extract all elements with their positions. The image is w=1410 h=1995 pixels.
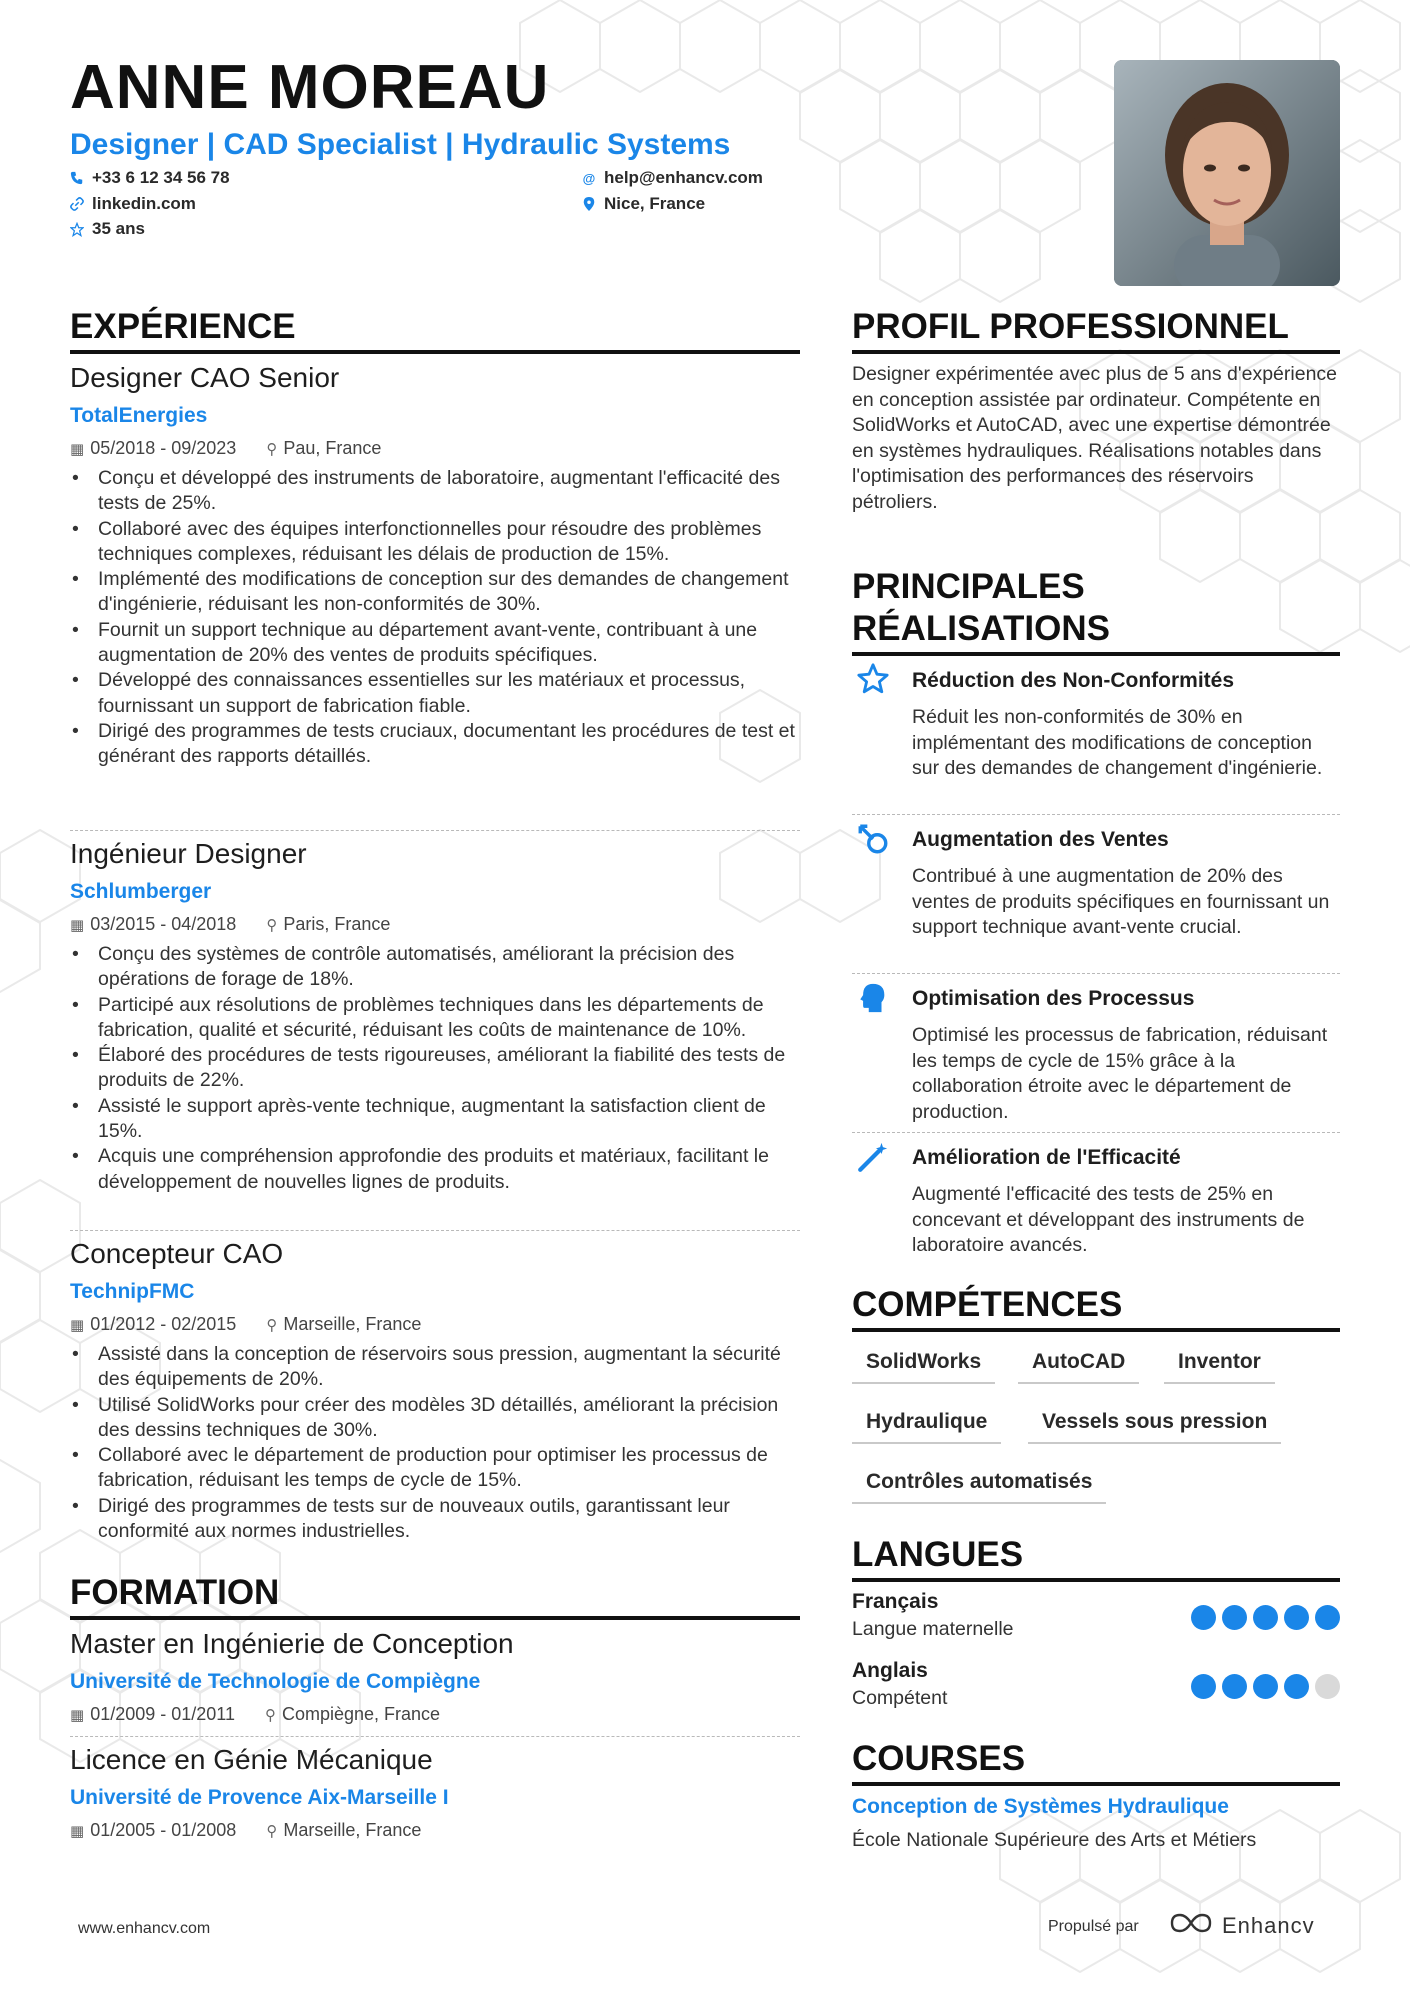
job-dates: 05/2018 - 09/2023 — [90, 438, 237, 458]
footer-powered-by: Propulsé par — [1048, 1918, 1139, 1935]
achievement-title: Réduction des Non-Conformités — [912, 669, 1235, 692]
job-company: TotalEnergies — [70, 404, 208, 427]
head-icon — [856, 981, 892, 1017]
rating-dot — [1191, 1605, 1216, 1630]
age-text: 35 ans — [92, 219, 145, 238]
contact-email[interactable] — [582, 168, 763, 188]
education-meta — [70, 1820, 421, 1841]
bullet-item: • Acquis une compréhension approfondie des produits et matériaux, facilitant le développement de nouvelles lignes de produits. — [70, 1144, 800, 1195]
job-location: Pau, France — [283, 438, 382, 458]
language-rating — [1191, 1605, 1340, 1630]
language-name: Français — [852, 1590, 939, 1613]
skill-tag: SolidWorks — [852, 1350, 995, 1384]
achievement-text: Augmenté l'efficacité des tests de 25% en concevant et développant des instruments de laboratoire avancés. — [912, 1183, 1305, 1256]
section-experience-heading: EXPÉRIENCE — [70, 306, 800, 354]
bullet-item: • Développé des connaissances essentielles sur les matériaux et processus, fournissant un support de fabrication fiable. — [70, 668, 800, 719]
bullet-item: • Collaboré avec des équipes interfonctionnelles pour résoudre des problèmes techniques complexes, réduisant les délais de production de 15%. — [70, 517, 800, 568]
rating-dot — [1315, 1674, 1340, 1699]
language-rating — [1191, 1674, 1340, 1699]
location-pin-icon: ⚲ — [266, 441, 278, 458]
bullet-item: • Implémenté des modifications de conception sur des demandes de changement d'ingénierie, réduisant les non-conformités de 30%. — [70, 567, 800, 618]
section-languages-heading: LANGUES — [852, 1534, 1340, 1582]
degree-title: Master en Ingénierie de Conception — [70, 1628, 514, 1659]
job-company: TechnipFMC — [70, 1280, 195, 1303]
education-dates: 01/2009 - 01/2011 — [90, 1704, 235, 1724]
rating-dot — [1315, 1605, 1340, 1630]
calendar-icon: ▦ — [70, 917, 85, 934]
link-icon — [70, 197, 84, 211]
location-pin-icon: ⚲ — [266, 1317, 278, 1334]
rating-dot — [1191, 1674, 1216, 1699]
bullet-item: • Élaboré des procédures de tests rigoureuses, améliorant la fiabilité des tests de produits de 22%. — [70, 1043, 800, 1094]
rating-dot — [1222, 1674, 1247, 1699]
course-school: École Nationale Supérieure des Arts et Métiers — [852, 1829, 1257, 1851]
linkedin-text: linkedin.com — [92, 194, 196, 213]
email-icon: @ — [582, 170, 596, 186]
divider — [852, 814, 1340, 815]
star-icon — [70, 222, 84, 236]
achievement-text: Optimisé les processus de fabrication, réduisant les temps de cycle de 15% grâce à la collaboration étroite avec le département de production. — [912, 1024, 1328, 1123]
job-meta — [70, 438, 381, 459]
location-pin-icon: ⚲ — [266, 917, 278, 934]
magic-wand-icon — [856, 1140, 892, 1176]
location-icon — [582, 197, 596, 211]
job-meta — [70, 914, 390, 935]
section-courses-heading: COURSES — [852, 1738, 1340, 1786]
rating-dot — [1284, 1674, 1309, 1699]
divider — [70, 830, 800, 831]
divider — [70, 1736, 800, 1737]
job-title: Designer CAO Senior — [70, 362, 340, 393]
bullet-item: • Fournit un support technique au département avant-vente, contribuant à une augmentation de 20% des ventes de produits spécifiques. — [70, 618, 800, 669]
achievement-text: Contribué à une augmentation de 20% des ventes de produits spécifiques en fournissant un support technique avant-vente crucial. — [912, 865, 1330, 938]
job-title: Ingénieur Designer — [70, 838, 307, 869]
education-location: Marseille, France — [283, 1820, 422, 1840]
enhancv-logo-icon — [1168, 1911, 1214, 1941]
calendar-icon: ▦ — [70, 441, 85, 458]
divider — [70, 1230, 800, 1231]
education-dates: 01/2005 - 01/2008 — [90, 1820, 237, 1840]
job-title: Concepteur CAO — [70, 1238, 284, 1269]
location-pin-icon: ⚲ — [266, 1823, 278, 1840]
location-pin-icon: ⚲ — [264, 1707, 276, 1724]
skill-tag: Vessels sous pression — [1028, 1410, 1281, 1444]
profile-summary: Designer expérimentée avec plus de 5 ans d'expérience en conception assistée par ordinateur. Compétente en SolidWorks et AutoCAD, avec une expertise démontrée en systèmes hydrauliques. Réalisations notables dans l'optimisation des performances des réservoirs pétroliers. — [852, 363, 1338, 513]
education-location: Compiègne, France — [281, 1704, 441, 1724]
phone-text: +33 6 12 34 56 78 — [92, 168, 230, 187]
skill-tag: Inventor — [1164, 1350, 1275, 1384]
job-company: Schlumberger — [70, 880, 212, 903]
job-bullets — [70, 1342, 800, 1544]
course-title: Conception de Systèmes Hydraulique — [852, 1795, 1229, 1818]
skill-tag: AutoCAD — [1018, 1350, 1139, 1384]
location-text: Nice, France — [604, 194, 706, 213]
language-level: Langue maternelle — [852, 1618, 1014, 1640]
bullet-item: • Assisté dans la conception de réservoirs sous pression, augmentant la sécurité des équipements de 20%. — [70, 1342, 800, 1393]
bullet-item: • Collaboré avec le département de production pour optimiser les processus de fabrication, réduisant les temps de cycle de 15%. — [70, 1443, 800, 1494]
job-location: Paris, France — [283, 914, 391, 934]
candidate-name: ANNE MOREAU — [70, 53, 550, 122]
school-name: Université de Provence Aix-Marseille I — [70, 1786, 449, 1809]
school-name: Université de Technologie de Compiègne — [70, 1670, 481, 1693]
language-name: Anglais — [852, 1659, 928, 1682]
calendar-icon: ▦ — [70, 1317, 85, 1334]
section-achievements-heading: PRINCIPALES RÉALISATIONS — [852, 566, 1340, 656]
calendar-icon: ▦ — [70, 1823, 85, 1840]
job-bullets — [70, 466, 800, 770]
phone-icon — [70, 171, 84, 185]
bullet-item: • Dirigé des programmes de tests sur de nouveaux outils, garantissant leur conformité aux normes industrielles. — [70, 1494, 800, 1545]
rating-dot — [1284, 1605, 1309, 1630]
section-skills-heading: COMPÉTENCES — [852, 1284, 1340, 1332]
job-meta — [70, 1314, 421, 1335]
divider — [852, 973, 1340, 974]
contact-phone[interactable] — [70, 168, 230, 188]
footer-brand[interactable] — [1168, 1911, 1315, 1941]
degree-title: Licence en Génie Mécanique — [70, 1744, 433, 1775]
bullet-item: • Conçu et développé des instruments de laboratoire, augmentant l'efficacité des tests de 25%. — [70, 466, 800, 517]
job-bullets — [70, 942, 800, 1195]
rating-dot — [1222, 1605, 1247, 1630]
contact-age — [70, 219, 145, 239]
star-icon — [856, 662, 892, 698]
bullet-item: • Assisté le support après-vente technique, augmentant la satisfaction client de 15%. — [70, 1094, 800, 1145]
bullet-item: • Dirigé des programmes de tests cruciaux, documentant les procédures de test et générant des rapports détaillés. — [70, 719, 800, 770]
job-dates: 01/2012 - 02/2015 — [90, 1314, 237, 1334]
divider — [852, 1132, 1340, 1133]
profile-photo — [1114, 60, 1340, 286]
bullet-item: • Utilisé SolidWorks pour créer des modèles 3D détaillés, améliorant la précision des dessins techniques de 30%. — [70, 1393, 800, 1444]
language-level: Compétent — [852, 1687, 948, 1709]
section-profile-heading: PROFIL PROFESSIONNEL — [852, 306, 1340, 354]
email-text: help@enhancv.com — [604, 168, 763, 187]
contact-linkedin[interactable] — [70, 194, 196, 214]
rating-dot — [1253, 1674, 1278, 1699]
achievement-title: Amélioration de l'Efficacité — [912, 1146, 1181, 1169]
target-icon — [856, 822, 892, 858]
section-education-heading: FORMATION — [70, 1572, 800, 1620]
footer-url[interactable]: www.enhancv.com — [78, 1920, 211, 1937]
rating-dot — [1253, 1605, 1278, 1630]
bullet-item: • Participé aux résolutions de problèmes techniques dans les départements de fabrication, qualité et sécurité, réduisant les coûts de maintenance de 10%. — [70, 993, 800, 1044]
candidate-title: Designer | CAD Specialist | Hydraulic Systems — [70, 128, 731, 161]
job-dates: 03/2015 - 04/2018 — [90, 914, 237, 934]
achievement-title: Augmentation des Ventes — [912, 828, 1169, 851]
contact-location — [582, 194, 705, 214]
skill-tag: Contrôles automatisés — [852, 1470, 1106, 1504]
calendar-icon: ▦ — [70, 1707, 85, 1724]
job-location: Marseille, France — [283, 1314, 422, 1334]
bullet-item: • Conçu des systèmes de contrôle automatisés, améliorant la précision des opérations de forage de 18%. — [70, 942, 800, 993]
achievement-title: Optimisation des Processus — [912, 987, 1195, 1010]
skill-tag: Hydraulique — [852, 1410, 1001, 1444]
brand-name: Enhancv — [1222, 1913, 1315, 1938]
education-meta — [70, 1704, 440, 1725]
achievement-text: Réduit les non-conformités de 30% en implémentant des modifications de conception sur des demandes de changement d'ingénierie. — [912, 706, 1323, 779]
